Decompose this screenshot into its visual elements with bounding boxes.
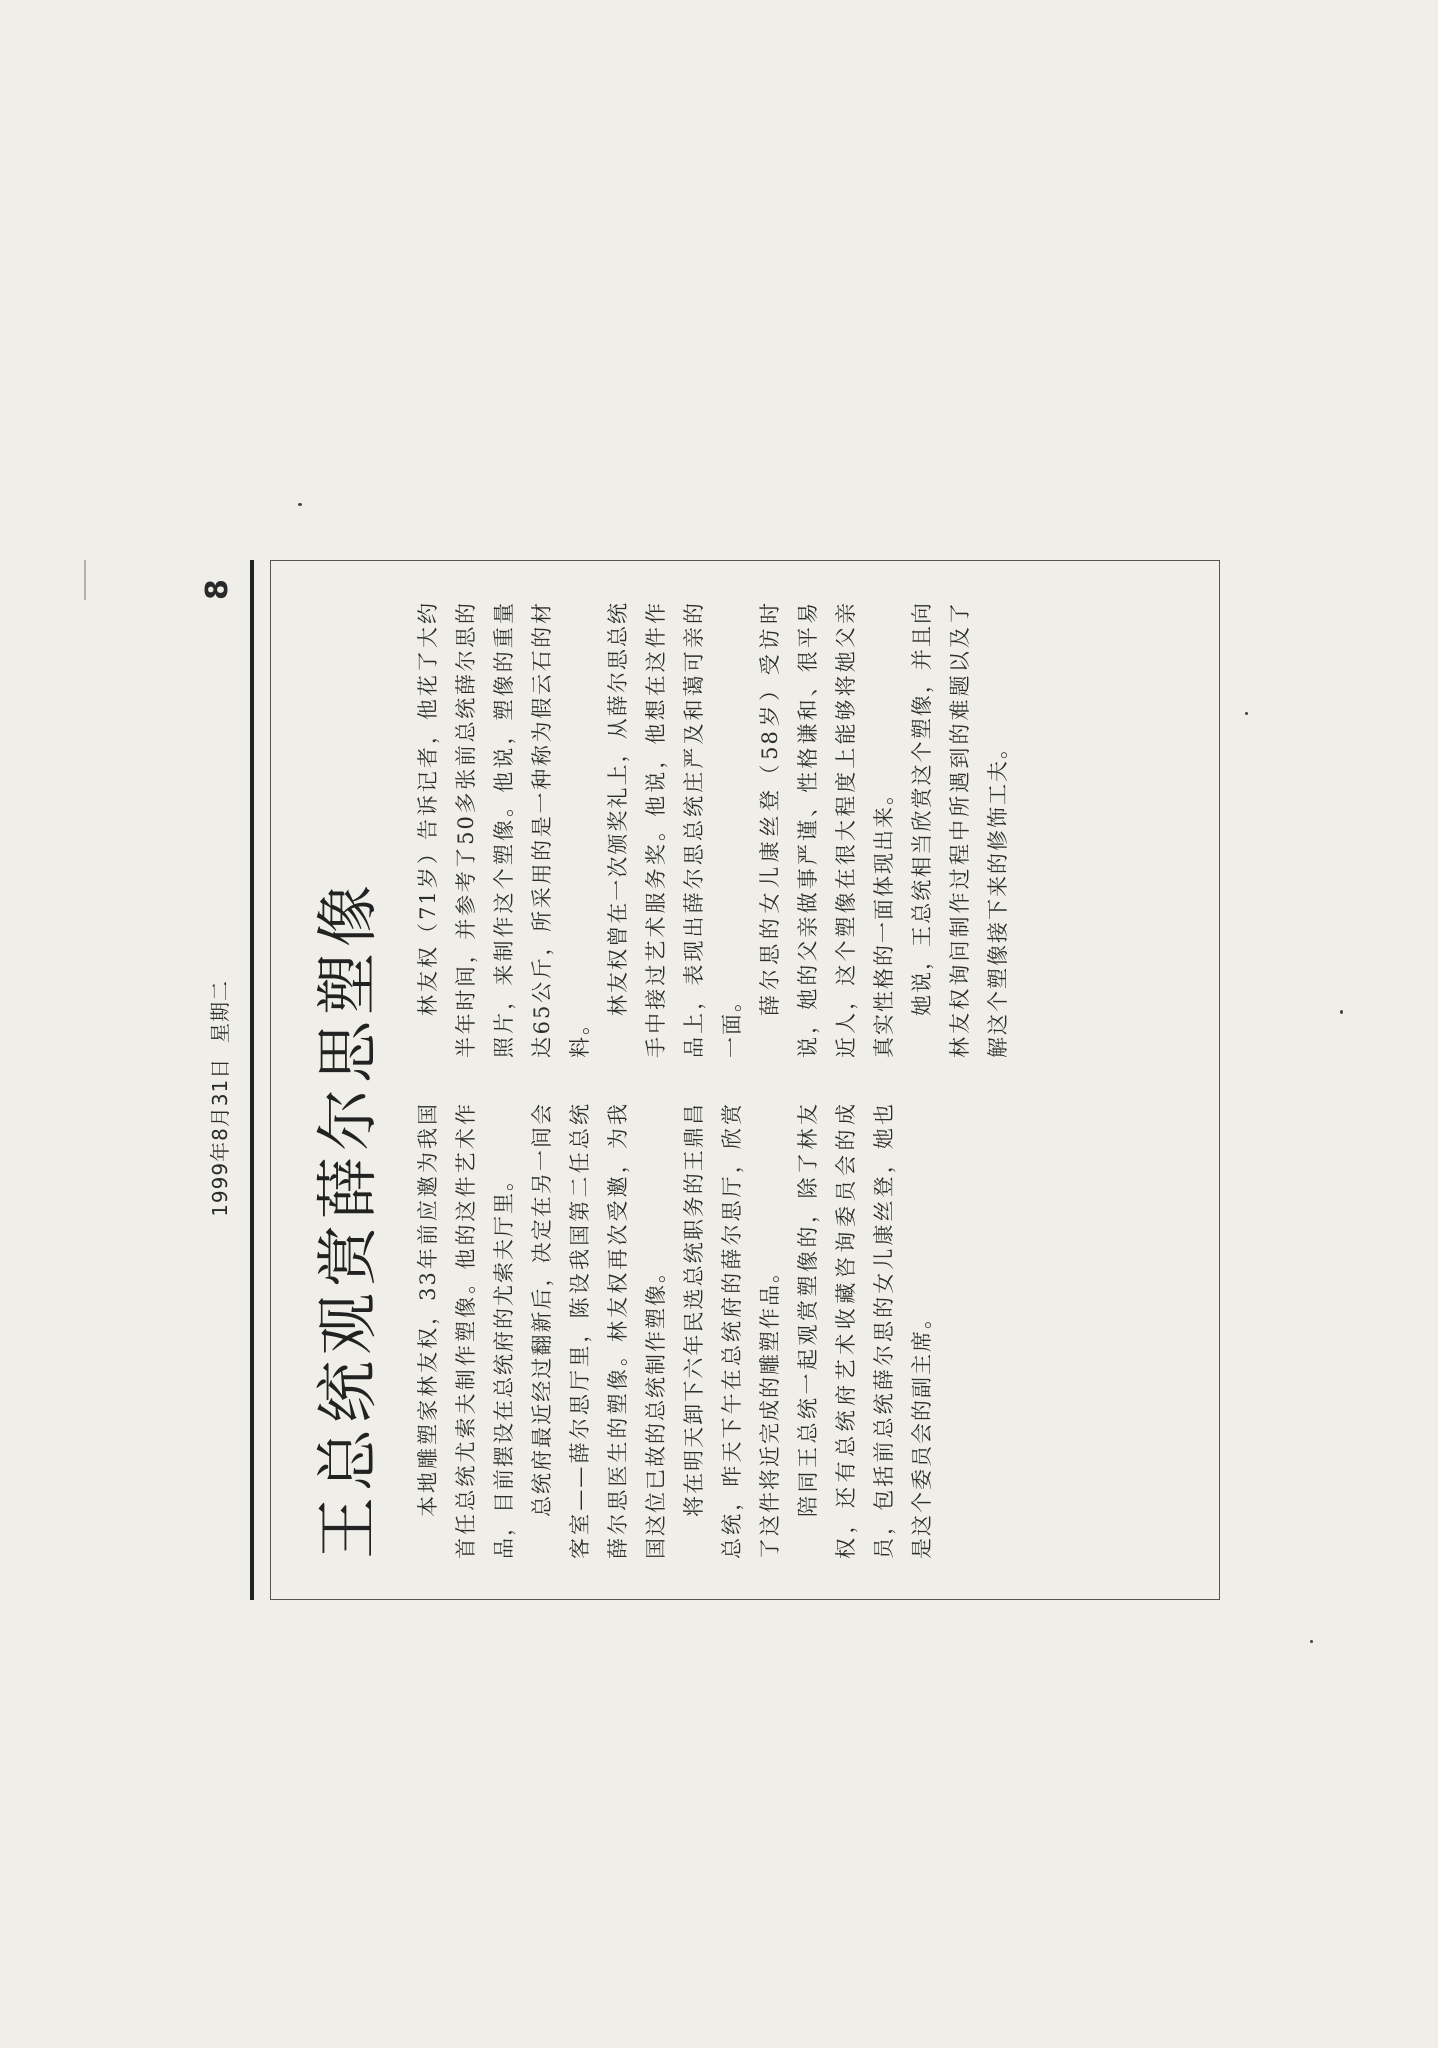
scan-speck xyxy=(1310,1640,1313,1643)
scan-speck xyxy=(84,560,86,600)
article-clipping xyxy=(270,560,1220,1600)
article-paragraph: 林友权（71岁）告诉记者，他花了大约半年时间，并参考了50多张前总统薛尔思的照片，来制作这个塑像。他说，塑像的重量达65公斤，所采用的是一种称为假云石的材料。 xyxy=(416,601,592,1058)
masthead-rule xyxy=(250,560,254,1600)
scan-speck xyxy=(298,503,302,506)
masthead-page-number: 8 xyxy=(200,579,235,600)
article-paragraph: 陪同王总统一起观赏塑像的，除了林友权，还有总统府艺术收藏咨询委员会的成员，包括前总统薛尔思的女儿康丝登，她也是这个委员会的副主席。 xyxy=(796,1102,934,1559)
newspaper-masthead xyxy=(190,579,280,1600)
rotated-clipping-area xyxy=(190,579,1270,1600)
masthead-date-text: 1999年8月31日 xyxy=(208,1057,232,1217)
article-left-column xyxy=(409,1102,1017,1559)
article-paragraph: 总统府最近经过翻新后，决定在另一间会客室——薛尔思厅里，陈设我国第二任总统薛尔思医生的塑像。林友权再次受邀，为我国这位已故的总统制作塑像。 xyxy=(530,1102,668,1559)
article-paragraph: 林友权曾在一次颁奖礼上，从薛尔思总统手中接过艺术服务奖。他说，他想在这件作品上，表现出薛尔思总统庄严及和蔼可亲的一面。 xyxy=(606,601,744,1058)
masthead-weekday: 星期二 xyxy=(208,980,232,1043)
article-paragraph: 薛尔思的女儿康丝登（58岁）受访时说，她的父亲做事严谨、性格谦和、很平易近人，这个塑像在很大程度上能够将她父亲真实性格的一面体现出来。 xyxy=(758,601,896,1058)
article-right-column xyxy=(409,601,1017,1058)
article-headline: 王总统观赏薛尔思塑像 xyxy=(311,878,384,1559)
article-paragraph: 本地雕塑家林友权，33年前应邀为我国首任总统尤索夫制作塑像。他的这件艺术作品，目前摆设在总统府的尤索夫厅里。 xyxy=(416,1102,516,1559)
scan-speck xyxy=(1340,1010,1343,1014)
article-columns xyxy=(409,601,1017,1559)
masthead-date xyxy=(204,980,233,1217)
article-paragraph: 将在明天卸下六年民选总统职务的王鼎昌总统，昨天下午在总统府的薛尔思厅，欣赏了这件将近完成的雕塑作品。 xyxy=(682,1102,782,1559)
article-paragraph: 她说，王总统相当欣赏这个塑像，并且向林友权询问制作过程中所遇到的难题以及了解这个塑像接下来的修饰工夫。 xyxy=(910,601,1010,1058)
scan-speck xyxy=(1245,712,1248,715)
